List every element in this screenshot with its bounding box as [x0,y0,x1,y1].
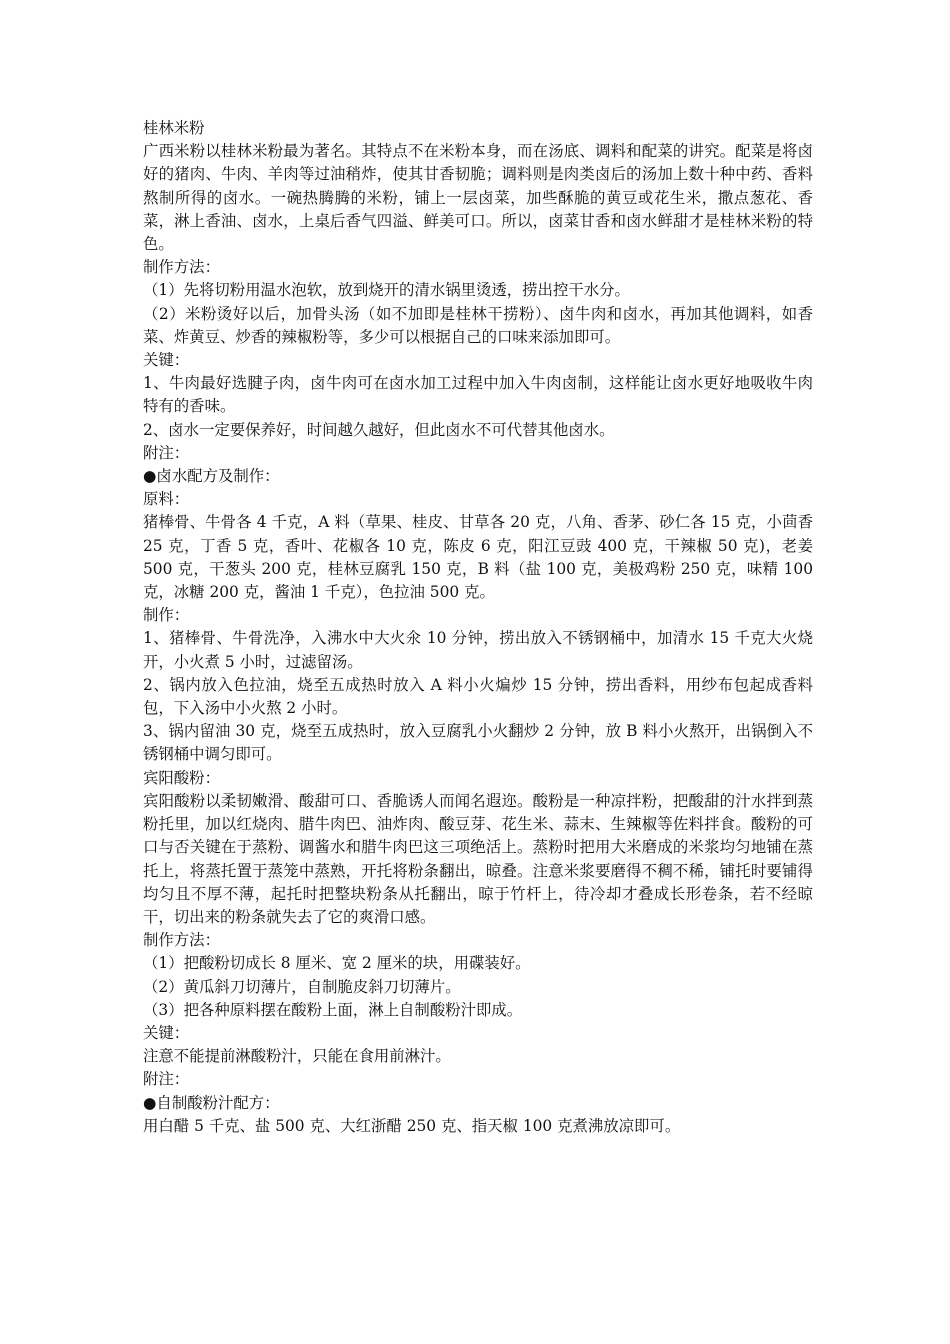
step-item: 2、锅内放入色拉油，烧至五成热时放入 A 料小火煸炒 15 分钟，捞出香料，用纱布包起成香料包，下入汤中小火熬 2 小时。 [143,675,813,718]
intro-paragraph: 广西米粉以桂林米粉最为著名。其特点不在米粉本身，而在汤底、调料和配菜的讲究。配菜是将卤好的猪肉、牛肉、羊肉等过油稍炸，使其甘香韧脆；调料则是肉类卤后的汤加上数十种中药、香料熬制所得的卤水。一碗热腾腾的米粉，铺上一层卤菜，加些酥脆的黄豆或花生米，撒点葱花、香菜，淋上香油、卤水，上桌后香气四溢、鲜美可口。所以，卤菜甘香和卤水鲜甜才是桂林米粉的特色。 [143,142,813,254]
formula-paragraph: 用白醋 5 千克、盐 500 克、大红浙醋 250 克、指天椒 100 克煮沸放凉即可。 [143,1116,681,1135]
section-heading: 原料： [143,490,190,509]
tip-item: 1、牛肉最好选腱子肉，卤牛肉可在卤水加工过程中加入牛肉卤制，这样能让卤水更好地吸收牛肉特有的香味。 [143,374,813,416]
bullet-heading: ●自制酸粉汁配方： [143,1093,280,1112]
section-heading: 制作方法： [143,258,220,277]
section-heading: 附注： [143,443,190,462]
bullet-heading: ●卤水配方及制作： [143,467,280,486]
step-item: （1）把酸粉切成长 8 厘米、宽 2 厘米的块，用碟装好。 [143,954,531,973]
tip-item: 注意不能提前淋酸粉汁，只能在食用前淋汁。 [143,1047,451,1066]
section-heading: 关键： [143,351,190,370]
section-heading: 附注： [143,1070,190,1089]
section-heading: 制作方法： [143,931,220,950]
step-item: （3）把各种原料摆在酸粉上面，淋上自制酸粉汁即成。 [143,1000,523,1019]
step-item: 3、锅内留油 30 克，烧至五成热时，放入豆腐乳小火翻炒 2 分钟，放 B 料小火熬开，出锅倒入不锈钢桶中调匀即可。 [143,722,813,764]
recipe-title: 桂林米粉 [143,119,205,137]
tip-item: 2、卤水一定要保养好，时间越久越好，但此卤水不可代替其他卤水。 [143,420,615,439]
recipe-title: 宾阳酸粉： [143,768,220,787]
step-item: （2）黄瓜斜刀切薄片，自制脆皮斜刀切薄片。 [143,977,461,996]
document-body [143,117,813,1138]
step-item: （1）先将切粉用温水泡软，放到烧开的清水锅里烫透，捞出控干水分。 [143,281,630,300]
step-item: （2）米粉烫好以后，加骨头汤（如不加即是桂林干捞粉）、卤牛肉和卤水，再加其他调料，如香菜、炸黄豆、炒香的辣椒粉等，多少可以根据自己的口味来添加即可。 [143,304,813,346]
intro-paragraph: 宾阳酸粉以柔韧嫩滑、酸甜可口、香脆诱人而闻名遐迩。酸粉是一种凉拌粉，把酸甜的汁水拌到蒸粉托里，加以红烧肉、腊牛肉巴、油炸肉、酸豆芽、花生米、蒜末、生辣椒等佐料拌食。酸粉的可口与否关键在于蒸粉、调酱水和腊牛肉巴这三项绝活上。蒸粉时把用大米磨成的米浆均匀地铺在蒸托上，将蒸托置于蒸笼中蒸熟，开托将粉条翻出，晾叠。注意米浆要磨得不稠不稀，铺托时要铺得均匀且不厚不薄，起托时把整块粉条从托翻出，晾于竹杆上，待冷却才叠成长形卷条，若不经晾干，切出来的粉条就失去了它的爽滑口感。 [143,791,813,926]
section-heading: 关键： [143,1023,190,1042]
section-heading: 制作： [143,606,190,625]
step-item: 1、猪棒骨、牛骨洗净，入沸水中大火氽 10 分钟，捞出放入不锈钢桶中，加清水 15 千克大火烧开，小火煮 5 小时，过滤留汤。 [143,629,813,671]
ingredients-paragraph: 猪棒骨、牛骨各 4 千克，A 料（草果、桂皮、甘草各 20 克，八角、香茅、砂仁各 15 克，小茴香 25 克，丁香 5 克，香叶、花椒各 10 克，陈皮 6 克，阳江豆豉 400 克，干辣椒 50 克)，老姜 500 克，干葱头 200 克，桂林豆腐乳 150 克，B 料（盐 100 克，美极鸡粉 250 克，味精 100 克，冰糖 200 克，酱油 1 千克），色拉油 500 克。 [143,513,813,602]
